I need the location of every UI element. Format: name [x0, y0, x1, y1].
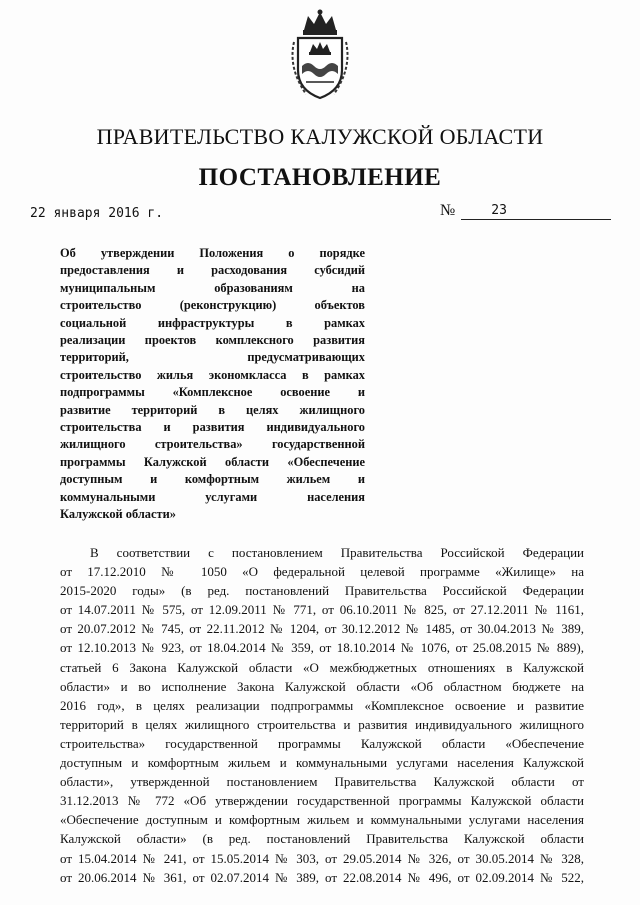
subject-line: подпрограммы «Комплексное освоение и: [60, 385, 365, 400]
body-line: 2016 год», в целях реализации подпрограммы «Комплексное освоение и развитие: [60, 697, 584, 713]
subject-line: муниципальным образованиям на: [60, 280, 365, 295]
subject-line: реализации проектов комплексного развития: [60, 333, 365, 348]
decree-date: 22 января 2016 г.: [30, 206, 164, 221]
body-line: строительства» государственной программы Калужской области «Обеспечение: [60, 735, 584, 751]
coat-of-arms-icon: [286, 8, 354, 102]
subject-line: доступным и комфортным жильем и: [60, 472, 365, 487]
number-sign: №: [440, 202, 456, 219]
document-type-title: ПОСТАНОВЛЕНИЕ: [198, 164, 442, 191]
subject-line: территорий, предусматривающих: [60, 350, 365, 365]
body-line: области», утвержденной постановлением Правительства Калужской области от: [60, 774, 584, 790]
subject-line: развитие территорий в целях жилищного: [60, 402, 365, 417]
decree-number: 23: [461, 203, 611, 220]
subject-line: строительство жилья экономкласса в рамках: [60, 367, 365, 382]
body-line: области» и во исполнение Закона Калужской области «Об областном бюджете на: [60, 678, 584, 694]
body-line: доступным и комфортным жильем и коммунальными услугами населения Калужской: [60, 755, 584, 771]
body-line: «Обеспечение доступным и комфортным жильем и коммунальными услугами населения: [60, 812, 584, 828]
body-line: от 20.07.2012 № 745, от 22.11.2012 № 1204, от 30.12.2012 № 1485, от 30.04.2013 № 389,: [60, 621, 584, 637]
body-line: статьей 6 Закона Калужской области «О межбюджетных отношениях в Калужской: [60, 659, 584, 675]
body-line: Калужской области» (в ред. постановлений Правительства Калужской области: [60, 831, 584, 847]
decree-body-text: [60, 543, 584, 887]
body-line: 31.12.2013 № 772 «Об утверждении государственной программы Калужской области: [60, 793, 584, 809]
body-line: от 14.07.2011 № 575, от 12.09.2011 № 771, от 06.10.2011 № 825, от 27.12.2011 № 1161,: [60, 602, 584, 618]
body-line: от 20.06.2014 № 361, от 02.07.2014 № 389, от 22.08.2014 № 496, от 02.09.2014 № 522,: [60, 869, 584, 885]
subject-line: жилищного строительства» государственной: [60, 437, 365, 452]
decree-subject: [60, 245, 365, 524]
body-line: от 12.10.2013 № 923, от 18.04.2014 № 359, от 18.10.2014 № 1076, от 25.08.2015 № 889),: [60, 640, 584, 656]
body-line: 2015-2020 годы» (в ред. постановлений Правительства Российской Федерации: [60, 583, 584, 599]
body-line: от 17.12.2010 № 1050 «О федеральной целевой программе «Жилище» на: [60, 564, 584, 580]
subject-line: программы Калужской области «Обеспечение: [60, 454, 365, 469]
body-line: В соответствии с постановлением Правительства Российской Федерации: [90, 545, 584, 560]
subject-line: Об утверждении Положения о порядке: [60, 246, 365, 260]
subject-line: строительства и развития индивидуального: [60, 420, 365, 435]
subject-line: предоставления и расходования субсидий: [60, 263, 365, 278]
subject-line: социальной инфраструктуры в рамках: [60, 315, 365, 330]
body-line: территорий в целях жилищного строительства и развития индивидуального жилищного: [60, 716, 584, 732]
subject-line: строительство (реконструкцию) объектов: [60, 298, 365, 313]
subject-line: Калужской области»: [60, 507, 176, 522]
government-title: ПРАВИТЕЛЬСТВО КАЛУЖСКОЙ ОБЛАСТИ: [96, 124, 544, 149]
decree-number-block: [440, 202, 611, 220]
body-line: от 15.04.2014 № 241, от 15.05.2014 № 303, от 29.05.2014 № 326, от 30.05.2014 № 328,: [60, 850, 584, 866]
subject-line: коммунальными услугами населения: [60, 489, 365, 504]
